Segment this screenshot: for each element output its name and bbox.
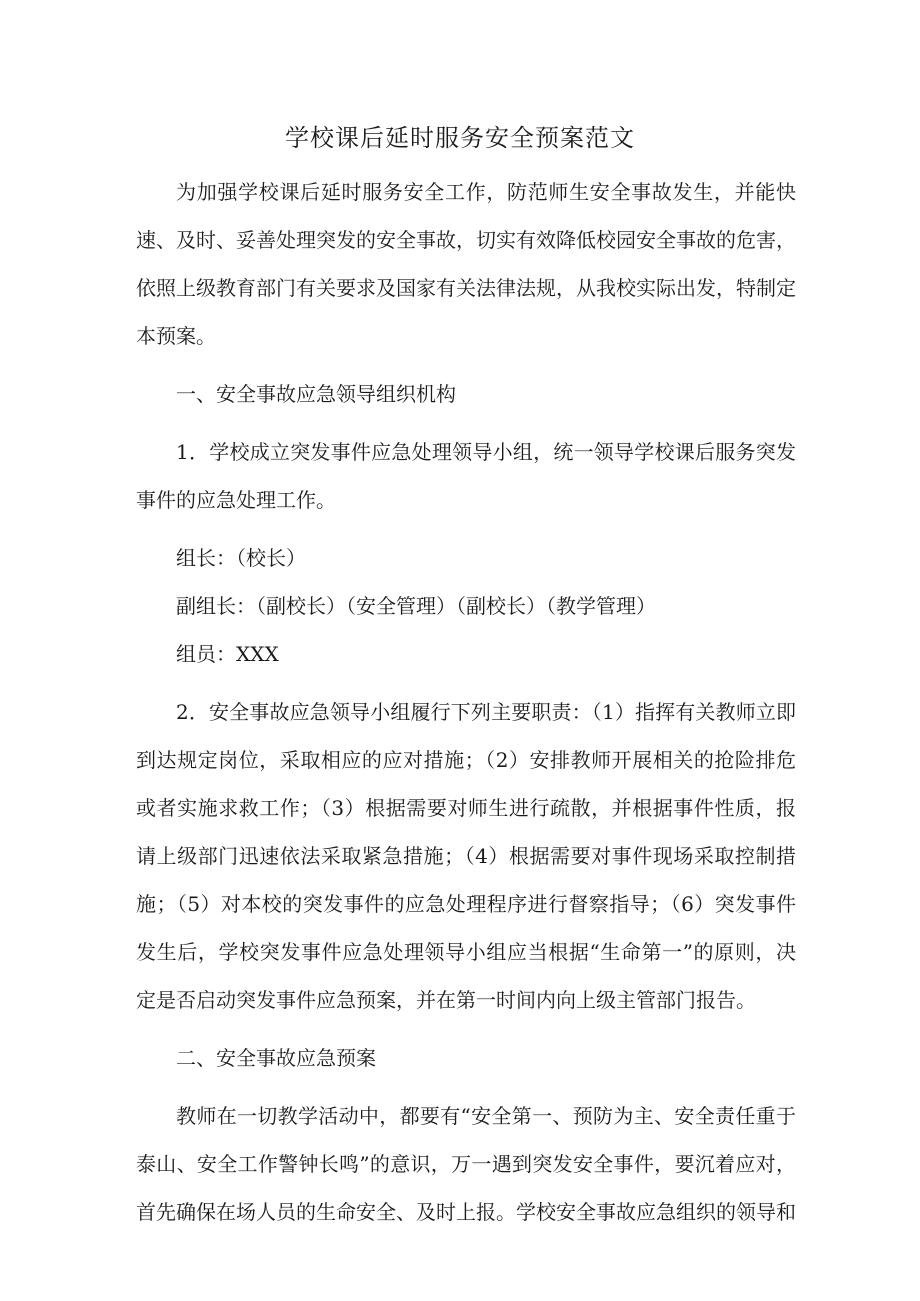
- members-line: 组员：XXX: [176, 642, 279, 666]
- item-2-paragraph: 2．安全事故应急领导小组履行下列主要职责：（1）指挥有关教师立即到达规定岗位，采取相应的应对措施；（2）安排教师开展相关的抢险排危或者实施求救工作；（3）根据需要对师生进行疏散，并根据事件性质，报请上级部门迅速依法采取紧急措施；（4）根据需要对事件现场采取控制措施；（5）对本校的突发事件的应急处理程序进行督察指导；（6）突发事件发生后，学校突发事件应急处理领导小组应当根据“生命第一”的原则，决定是否启动突发事件应急预案，并在第一时间内向上级主管部门报告。: [136, 700, 796, 1012]
- document-body: [136, 168, 796, 1236]
- intro-paragraph: 为加强学校课后延时服务安全工作，防范师生安全事故发生，并能快速、及时、妥善处理突发的安全事故，切实有效降低校园安全事故的危害，依照上级教育部门有关要求及国家有关法律法规，从我校实际出发，特制定本预案。: [136, 180, 796, 348]
- section-2-heading: 二、安全事故应急预案: [176, 1046, 376, 1070]
- item-1-paragraph: 1．学校成立突发事件应急处理领导小组，统一领导学校课后服务突发事件的应急处理工作。: [136, 440, 796, 512]
- leader-line: 组长：（校长）: [176, 546, 306, 570]
- section-1-heading: 一、安全事故应急领导组织机构: [176, 382, 456, 406]
- section-2-paragraph: 教师在一切教学活动中，都要有“安全第一、预防为主、安全责任重于泰山、安全工作警钟长鸣”的意识，万一遇到突发安全事件，要沉着应对，首先确保在场人员的生命安全、及时上报。学校安全事故应急组织的领导和: [136, 1104, 796, 1224]
- deputy-line: 副组长：（副校长）（安全管理）（副校长）（教学管理）: [176, 594, 656, 618]
- document-title: 学校课后延时服务安全预案范文: [285, 124, 635, 152]
